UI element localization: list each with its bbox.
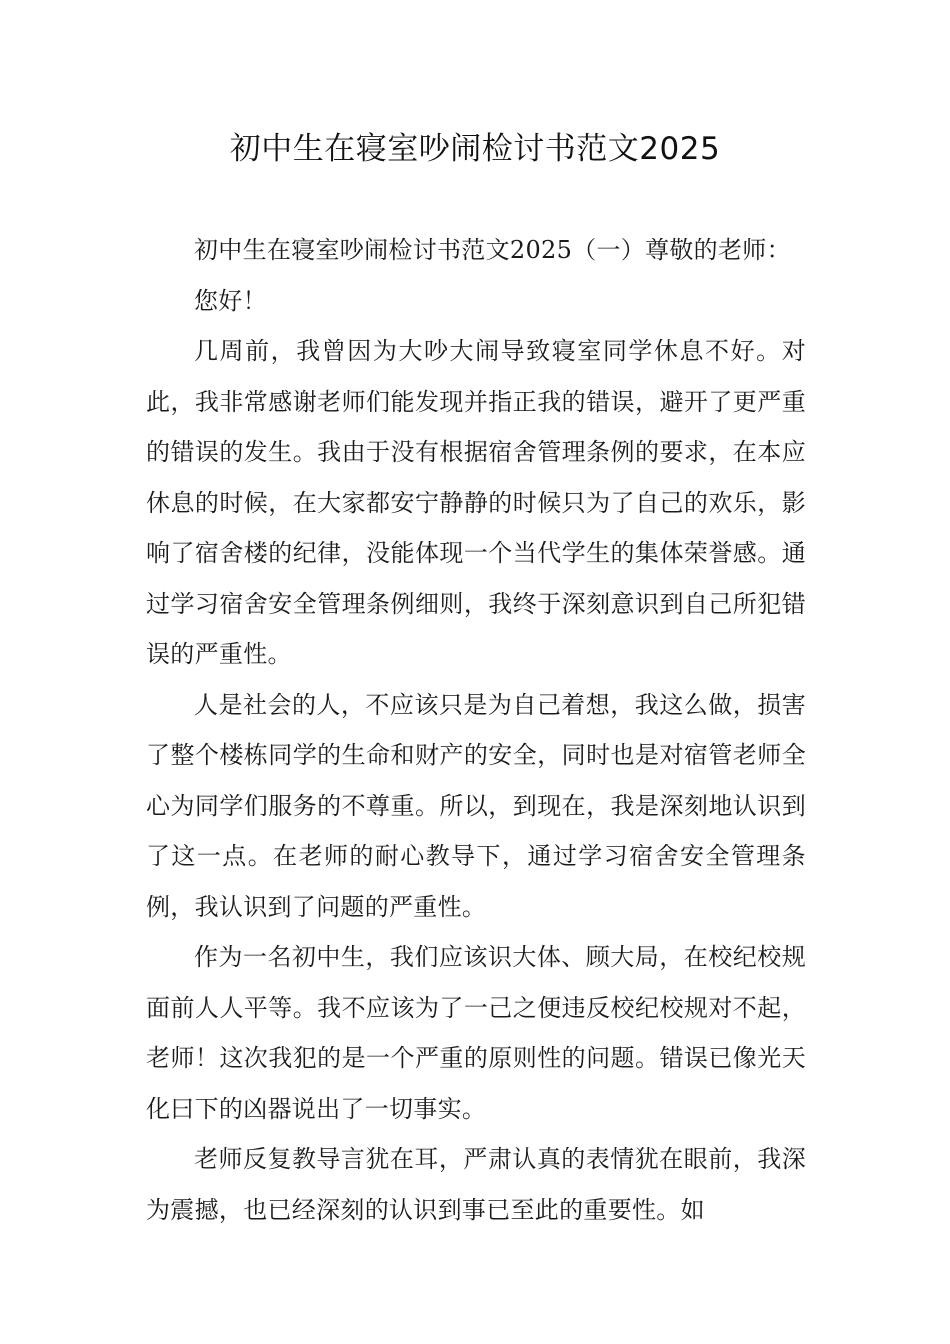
paragraph-opening: 初中生在寝室吵闹检讨书范文2025（一）尊敬的老师： [194,236,791,264]
paragraph-1: 几周前，我曾因为大吵大闹导致寝室同学休息不好。对此，我非常感谢老师们能发现并指正我的错误，避开了更严重的错误的发生。我由于没有根据宿舍管理条例的要求，在本应休息的时候，在大家都安宁静静的时候只为了自己的欢乐，影响了宿舍楼的纪律，没能体现一个当代学生的集体荣誉感。通过学习宿舍安全管理条例细则，我终于深刻意识到自己所犯错误的严重性。 [146,337,806,668]
paragraph-4: 老师反复教导言犹在耳，严肃认真的表情犹在眼前，我深为震撼，也已经深刻的认识到事已至此的重要性。如 [146,1145,806,1224]
paragraph-3: 作为一名初中生，我们应该识大体、顾大局，在校纪校规面前人人平等。我不应该为了一己之便违反校纪校规对不起，老师！这次我犯的是一个严重的原则性的问题。错误已像光天化曰下的凶器说出了一切事实。 [146,943,806,1123]
paragraph-2: 人是社会的人，不应该只是为自己着想，我这么做，损害了整个楼栋同学的生命和财产的安全，同时也是对宿管老师全心为同学们服务的不尊重。所以，到现在，我是深刻地认识到了这一点。在老师的耐心教导下，通过学习宿舍安全管理条例，我认识到了问题的严重性。 [146,690,806,921]
paragraph-greeting: 您好！ [194,286,267,315]
document-title: 初中生在寝室吵闹检讨书范文2025 [229,131,721,167]
document-body [146,225,806,1235]
